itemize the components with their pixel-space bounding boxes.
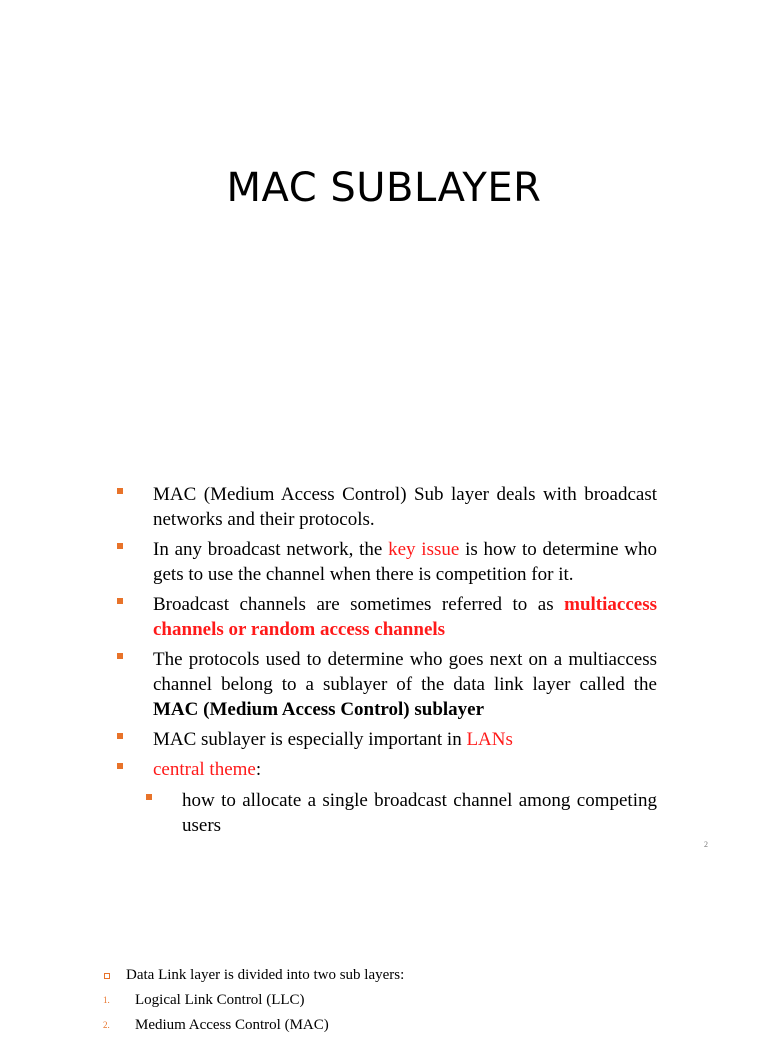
highlight-text: LANs [466, 729, 513, 750]
bullet-text: Broadcast channels are sometimes referred to as [153, 594, 565, 615]
list-number: 1. [103, 995, 110, 1005]
bullet-item [117, 592, 657, 642]
bullet-text: is how to determine who gets to use the channel when there is competition for it. [153, 539, 657, 585]
list-intro [100, 963, 720, 988]
highlight-text: key issue [388, 539, 460, 560]
bullet-text: In any broadcast network, the [153, 539, 389, 560]
bullet-item [117, 537, 657, 587]
bullet-item [117, 727, 657, 752]
square-bullet-icon [117, 733, 123, 739]
next-page-content [100, 963, 720, 1038]
sub-bullet-item [117, 788, 657, 838]
sub-bullet-text: how to allocate a single broadcast channel among competing users [182, 790, 657, 836]
list-item-text: Medium Access Control (MAC) [135, 1017, 329, 1033]
list-item [100, 988, 720, 1013]
bold-text: MAC (Medium Access Control) sublayer [153, 699, 485, 720]
bullet-text: : [255, 759, 262, 780]
page-number: 2 [704, 840, 708, 849]
bullet-list [117, 482, 657, 843]
list-intro-text: Data Link layer is divided into two sub layers: [126, 967, 405, 983]
list-item [100, 1013, 720, 1038]
hollow-square-bullet-icon [104, 973, 110, 979]
bullet-item [117, 647, 657, 722]
bullet-item [117, 757, 657, 782]
list-item-text: Logical Link Control (LLC) [135, 992, 305, 1008]
slide-title: MAC SUBLAYER [226, 165, 542, 211]
square-bullet-icon [117, 653, 123, 659]
bullet-text: MAC (Medium Access Control) Sub layer deals with broadcast networks and their protocols. [153, 484, 657, 530]
bullet-item [117, 482, 657, 532]
square-bullet-icon [146, 794, 152, 800]
square-bullet-icon [117, 598, 123, 604]
square-bullet-icon [117, 763, 123, 769]
highlight-text: central theme [153, 759, 256, 780]
bullet-text: MAC sublayer is especially important in [153, 729, 467, 750]
square-bullet-icon [117, 543, 123, 549]
bullet-text: The protocols used to determine who goes next on a multiaccess channel belong to a sublayer of the data link layer called the [153, 649, 657, 695]
list-number: 2. [103, 1020, 110, 1030]
square-bullet-icon [117, 488, 123, 494]
highlight-text: multiaccess channels or random access channels [153, 594, 657, 640]
